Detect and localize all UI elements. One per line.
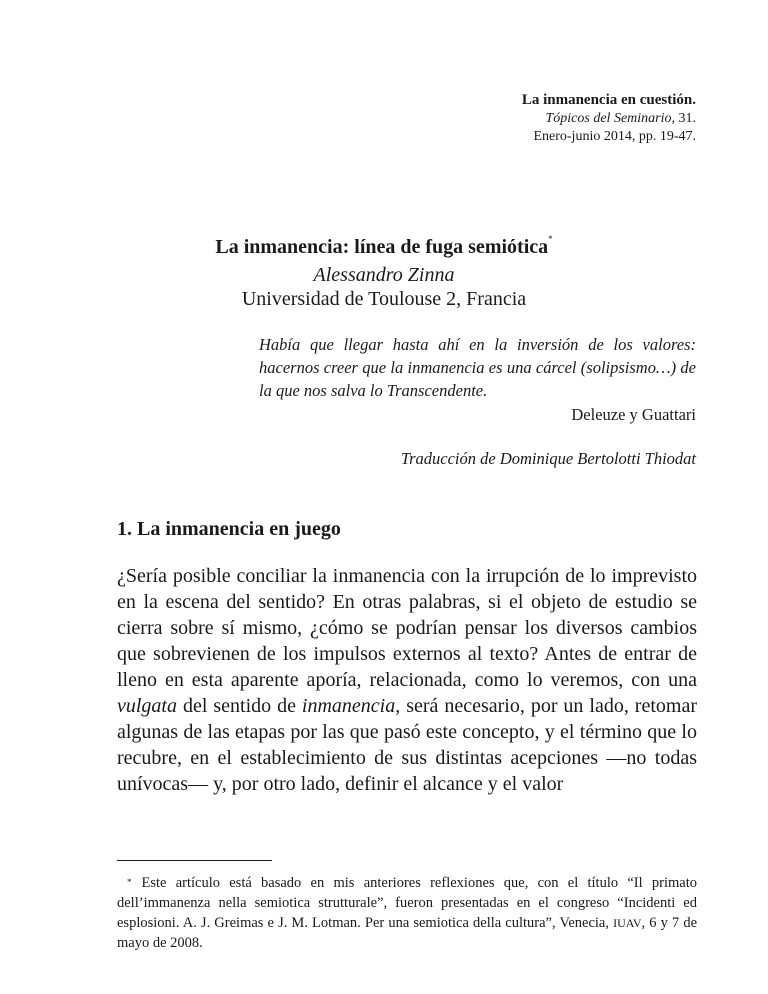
- body-emphasis-vulgata: vulgata: [117, 695, 177, 717]
- body-paragraph: [117, 563, 697, 797]
- body-text-part-1: ¿Sería posible conciliar la inmanencia con la irrupción de lo imprevisto en la escena del sentido? En otras palabras, si el objeto de estudio se cierra sobre sí mismo, ¿cómo se podrían pensar los diversos cambios que sobrevienen de los impulsos externos al texto? Antes de entrar de lleno en esta aparente aporía, relacionada, como lo veremos, con una: [117, 565, 697, 691]
- footnote-text-a: Este artículo está basado en mis anteriores reflexiones que, con el título “Il primato dell’immanenza nella semiotica strutturale”, fueron presentadas en el congreso “Incidenti ed esplosioni. A. J. Greimas e J. M. Lotman. Per una semiotica della cultura”, Venecia,: [117, 875, 697, 931]
- journal-dates: Enero-junio 2014, pp. 19-47.: [533, 129, 696, 144]
- article-title: [0, 236, 768, 259]
- epigraph-attribution: Deleuze y Guattari: [571, 405, 696, 424]
- body-emphasis-inmanencia: inmanencia: [301, 695, 396, 717]
- footnote-mark: *: [127, 877, 132, 887]
- journal-issue: , 31.: [671, 111, 696, 126]
- journal-issue-line: [522, 110, 696, 128]
- body-text-part-3: , será necesario, por un lado, retomar algunas de las etapas por las que pasó este concepto, y el término que lo recubre, en el establecimiento de sus distintas acepciones —no todas unívocas— y, por otro lado, definir el alcance y el valor: [117, 695, 697, 795]
- epigraph-quote: Había que llegar hasta ahí en la inversión de los valores: hacernos creer que la inmanencia es una cárcel (solipsismo…) de la que nos salva lo Transcendente.: [259, 335, 696, 400]
- title-footnote-mark: *: [548, 234, 553, 244]
- translation-credit: Traducción de Dominique Bertolotti Thiodat: [400, 449, 696, 468]
- section-heading: 1. La inmanencia en juego: [117, 518, 341, 540]
- author-name: Alessandro Zinna: [313, 264, 455, 286]
- author-affiliation: Universidad de Toulouse 2, Francia: [241, 288, 527, 310]
- body-text-part-2: del sentido de: [177, 695, 302, 717]
- footnote-text-b: , 6 y 7 de mayo de 2008.: [117, 915, 698, 951]
- footnote: [117, 873, 697, 953]
- running-header: [522, 90, 696, 146]
- article-title-text: La inmanencia: línea de fuga semiótica: [215, 236, 549, 258]
- footnote-divider: [117, 860, 272, 861]
- journal-name: Tópicos del Seminario: [545, 111, 672, 126]
- footnote-abbrev: IUAV: [613, 916, 642, 930]
- journal-title: La inmanencia en cuestión.: [521, 92, 696, 108]
